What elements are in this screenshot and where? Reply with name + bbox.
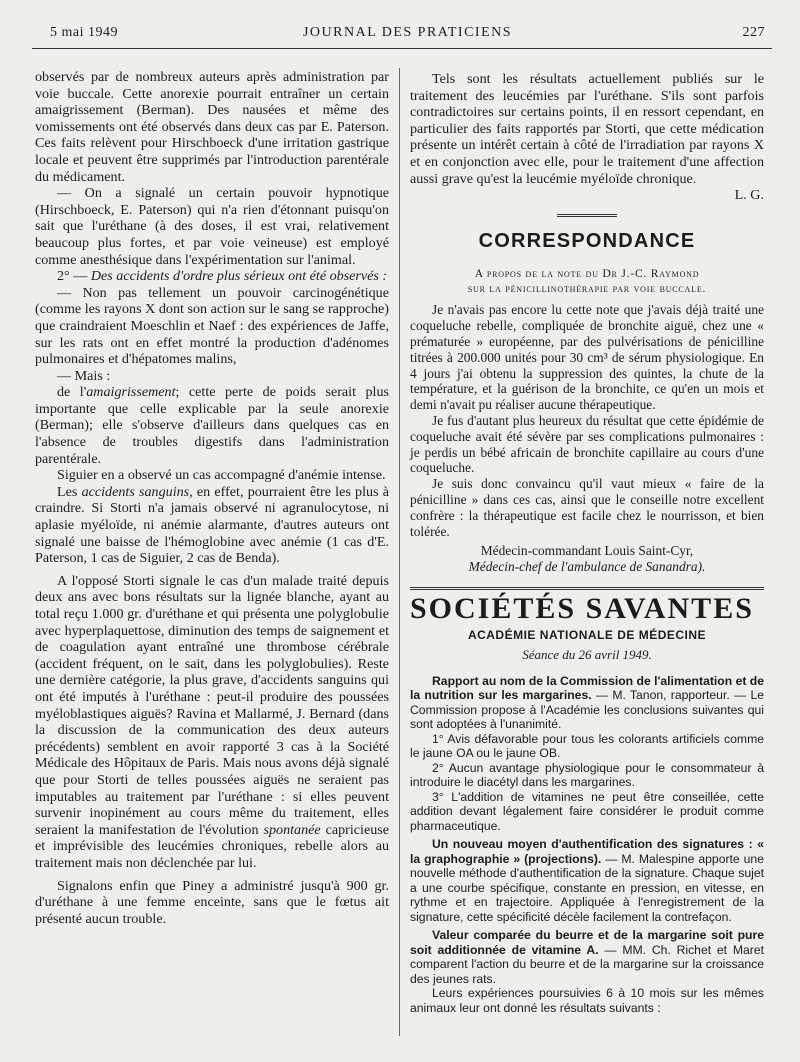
subtitle-line: A propos de la note du Dr J.-C. Raymond <box>474 268 700 281</box>
left-column <box>35 69 389 927</box>
bold-span: Un nouveau moyen d'authentification des signatures : « la graphographie » (projections). <box>410 837 764 866</box>
text-span: — M. Tanon, rapporteur. — Le Commission propose à l'Académie les conclusions suivantes qui sont adoptées à l'unanimité. <box>410 688 765 732</box>
list-item: 2° Aucun avantage physiologique pour le consommateur à introduire le diacétyl dans les margarines. <box>410 760 764 790</box>
italic-span: Des accidents d'ordre plus sérieux ont été observés : <box>90 268 388 285</box>
issue-date: 5 mai 1949 <box>50 25 118 40</box>
italic-span: amaigrissement <box>86 384 176 401</box>
paragraph: Tels sont les résultats actuellement publiés sur le traitement des leucémies par l'uréthane. S'ils sont parfois contradictoires sur certains points, il en ressort cependant, en particulier des faits rapportés par Storti, que cette médication présente un intérêt certain à côté de l'irradiation par rayons X et en conjonction avec elle, pour le traitement d'une affection aussi grave qu'est la leucémie myéloïde chronique. <box>410 71 764 187</box>
paragraph: Signalons enfin que Piney a administré jusqu'à 900 gr. d'uréthane à une femme enceinte, sans que le fœtus ait présenté aucun trouble. <box>35 877 389 927</box>
italic-span: accidents sanguins <box>81 483 190 500</box>
paragraph <box>35 268 389 285</box>
text-span: de l' <box>57 384 87 401</box>
bold-span: Rapport au nom de la Commission de l'alimentation et de la nutrition sur les margarines. <box>410 673 765 703</box>
correspondance-body <box>410 302 764 539</box>
paragraph: Siguier en a observé un cas accompagné d'anémie intense. <box>57 467 386 484</box>
right-column <box>410 71 764 1015</box>
paragraph <box>35 484 389 567</box>
signer-title: Médecin-chef de l'ambulance de Sanandra). <box>468 559 706 575</box>
text-span: — MM. Ch. Richet et Maret comparent l'action du beurre et de la margarine sur la croissance des jeunes rats. <box>410 942 765 986</box>
text-span: ; cette perte de poids serait plus importante que celle explicable par la seule anorexie (Berman); elle s'observe d'ailleurs dans quelques cas en l'absence de troubles digestifs dans l'administration parentérale. <box>35 384 389 467</box>
text-span: , en effet, pourraient être les plus à craindre. Si Storti n'a jamais observé ni agranulocytose, ni aplasie myéloïde, ni anémie alarmante, d'autres auteurs ont signalé une baisse de l'hémoglobine avec anémie (1 cas d'E. Paterson, 1 cas de Siguier, 2 cas de Benda). <box>35 483 390 567</box>
academy-heading: ACADÉMIE NATIONALE DE MÉDECINE <box>467 628 707 643</box>
signer-name: Médecin-commandant Louis Saint-Cyr, <box>480 543 694 559</box>
text-span: 2° — <box>57 268 91 285</box>
text-span: capricieuse et imprévisible des leucémies chroniques, rebelle alors au traitement mais non déclenchée par lui. <box>35 821 390 871</box>
list-item: 3° L'addition de vitamines ne peut être conseillée, cette addition devant légalement faire considérer le produit comme pharmaceutique. <box>410 789 764 833</box>
paragraph: Je suis donc convaincu qu'il vaut mieux « faire de la pénicilline » dans ces cas, ainsi que le conseille notre excellent confrère : la thérapeutique est facile chez le nourrisson, et bien tolérée. <box>410 476 764 539</box>
paragraph <box>410 674 764 732</box>
paragraph <box>410 837 764 924</box>
correspondance-heading: CORRESPONDANCE <box>478 229 696 252</box>
author-signature: L. G. <box>734 187 764 204</box>
list-item: 1° Avis défavorable pour tous les colorants artificiels comme le jaune OA ou le jaune OB. <box>410 731 764 761</box>
column-divider <box>399 68 400 1036</box>
paragraph: — Non pas tellement un pouvoir carcinogénétique (comme les rayons X dont son action sur le sang se rapproche) que craindraient Moeschlin et Naef : des expériences de Jaffe, sur les rats ont en effet montré la production d'adénomes pulmonaires et d'hépatomes malins, <box>35 284 389 368</box>
text-span: — M. Malespine apporte une nouvelle méthode d'authentification de la signature. Chaque sujet a une courbe spécifique, constante en pression, en vitesse, en rythme et en trajectoire. Appliquée à l'enregistrement de la signature, cette spécificité décèle facilement la contrefaçon. <box>410 851 764 924</box>
subtitle-line: sur la pénicillinothérapie par voie buccale. <box>467 282 707 295</box>
session-date: Séance du 26 avril 1949. <box>522 647 652 663</box>
paragraph: Leurs expériences poursuivies 6 à 10 mois sur les mêmes animaux leur ont donné les résultats suivants : <box>410 986 764 1015</box>
paragraph: Je fus d'autant plus heureux du résultat que cette épidémie de coqueluche avait été sévère par ses complications pulmonaires : je perdis un bébé africain de bronchite capillaire au cours d'une coqueluche. <box>410 412 764 476</box>
text-span: Les <box>57 483 82 500</box>
page-number: 227 <box>742 25 765 40</box>
paragraph: — On a signalé un certain pouvoir hypnotique (Hirschboeck, E. Paterson) qui n'a rien d'étonnant puisqu'on sait que l'uréthane (à des doses, il est vrai, relativement beaucoup plus fortes, et par voie veineuse) est employé comme anesthésique dans l'expérimentation sur l'animal. <box>35 185 389 268</box>
text-span: A l'opposé Storti signale le cas d'un malade traité depuis deux ans avec bons résultats sur la lignée blanche, ayant au total reçu 1.000 gr. d'uréthane et qui présenta une polyglobulie avec hyperplaquettose, diminution des temps de saignement et de coagulation ayant entraîné une thrombose cérébrale (accident fréquent, on le sait, dans les polyglobulies). Reste une dernière catégorie, la plus grave, d'accidents sanguins qui ont été imputés à l'uréthane : peut-il produire des poussées myéloblastiques aiguës? Ravina et Mallarmé, J. Bernard (dans la discussion de la communication des deux auteurs précédents) semblent en avoir rapporté 3 cas à la Société Médicale des Hôpitaux de Paris. Mais nous avons déjà signalé que pour Storti de telles poussées aiguës ne seraient pas imputables au traitement par l'uréthane : si elles peuvent survenir inopinément au cours même du traitement, elles seraient la manifestation de l'évolution <box>35 572 389 838</box>
paragraph: observés par de nombreux auteurs après administration par voie buccale. Cette anorexie pourrait entraîner un certain amaigrissement (Berman). Des nausées et même des vomissements ont été observés dans deux cas par E. Paterson. Ces faits relèvent pour Hirschboeck d'une irritation gastrique locale et peuvent être supprimés par l'introduction parentérale du médicament. <box>35 69 389 185</box>
section-rule <box>557 214 617 219</box>
paragraph <box>410 928 764 986</box>
paragraph: Je n'avais pas encore lu cette note que j'avais déjà traité une coqueluche rebelle, compliquée de bronchite aiguë, chez une « prématurée » européenne, par des pulvérisations de pénicilline titrées à 200.000 unités pour 30 cm³ de sérum physiologique. En 4 jours j'ai obtenu la suppression des quintes, la chute de la température, et la guérison de la bronchite, ce qu'en un mois et demi n'avait pu réaliser aucune thérapeutique. <box>410 302 764 413</box>
paragraph <box>35 573 389 872</box>
academy-report <box>410 674 764 1016</box>
page-header <box>50 25 765 47</box>
journal-title: JOURNAL DES PRATICIENS <box>302 25 513 40</box>
header-rule <box>32 48 772 49</box>
italic-span: spontanée <box>263 821 321 838</box>
paragraph: — Mais : <box>57 367 111 384</box>
societes-heading: SOCIÉTÉS SAVANTES <box>410 591 754 625</box>
correspondance-subtitle <box>410 267 764 296</box>
paragraph <box>35 384 389 467</box>
letter-signer <box>410 543 764 575</box>
bold-span: Valeur comparée du beurre et de la margarine soit pure soit additionnée de vitamine A. <box>410 928 764 957</box>
